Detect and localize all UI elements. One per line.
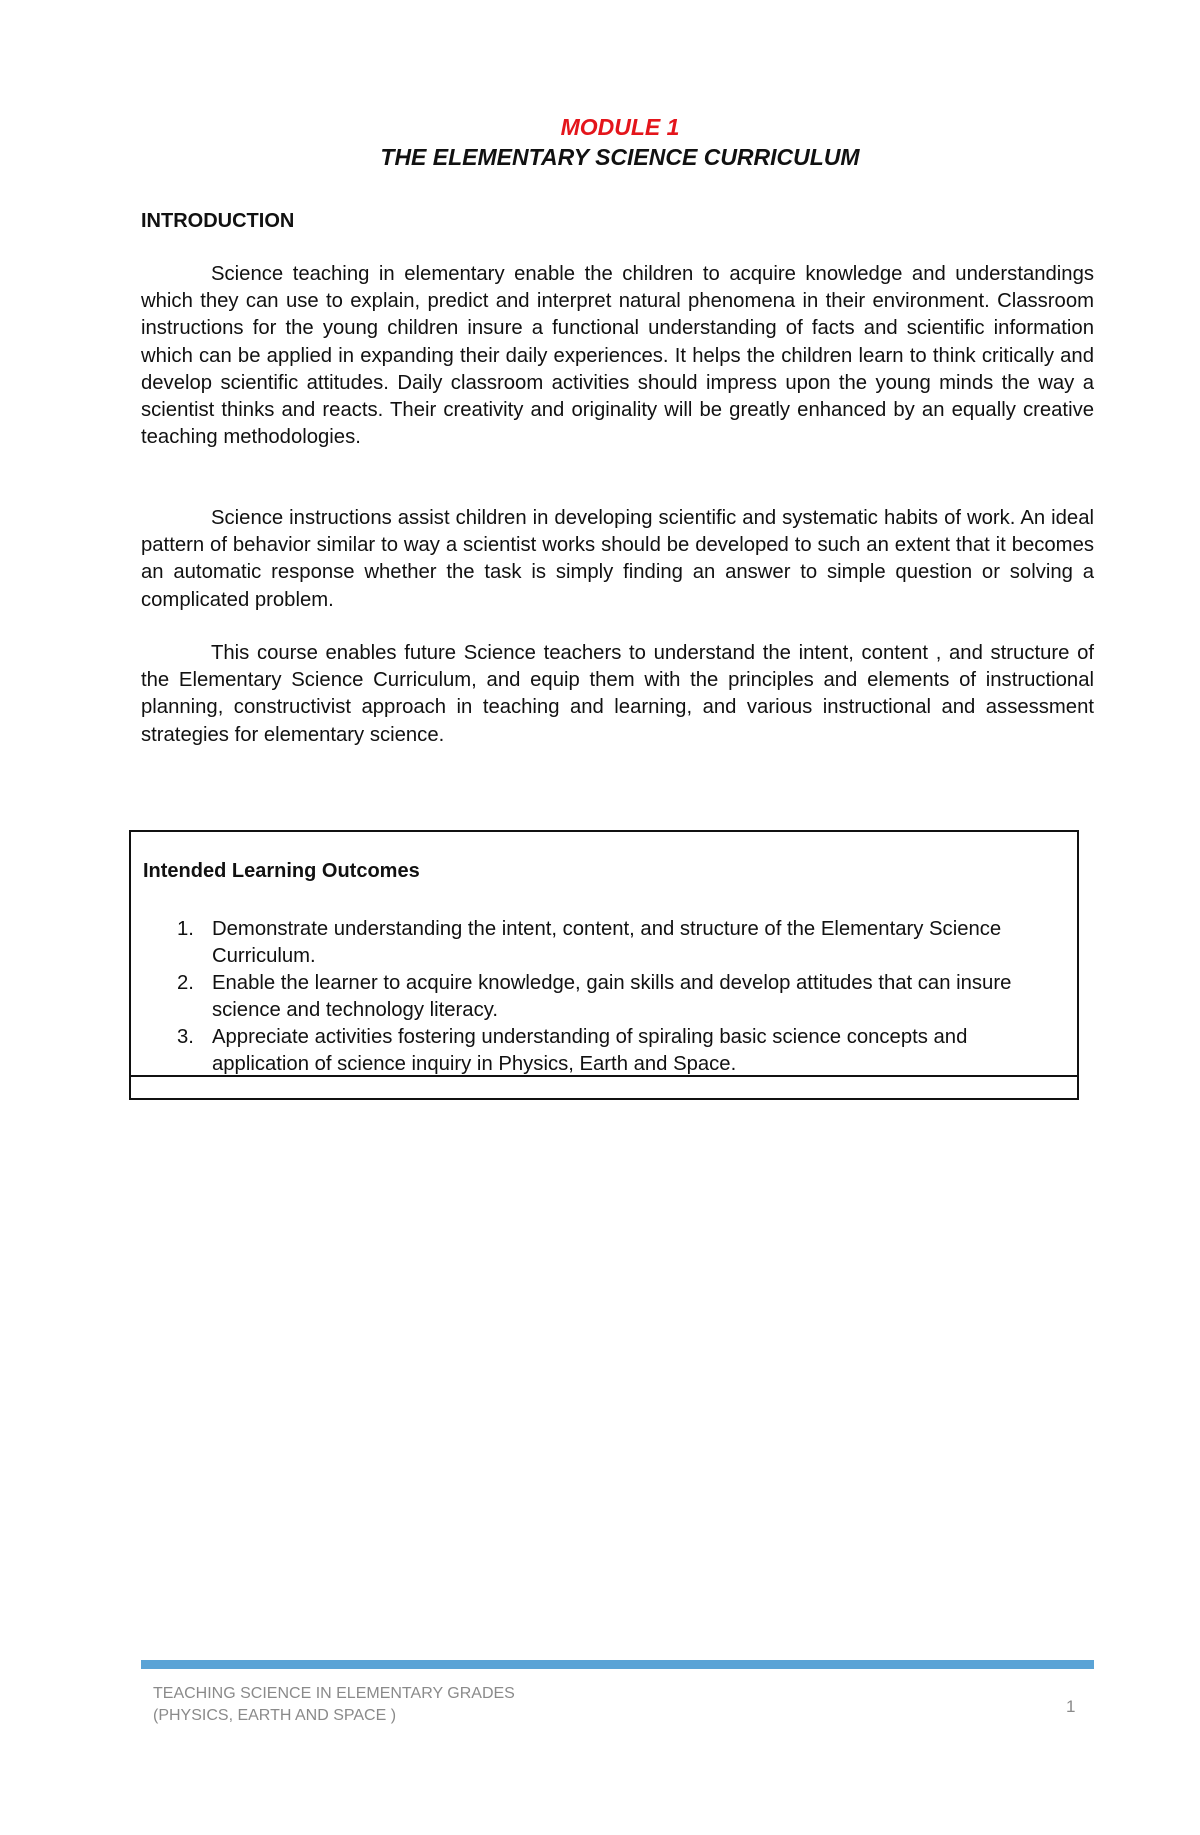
footer-course-title — [153, 1683, 515, 1727]
outcome-text: Demonstrate understanding the intent, content, and structure of the Elementary Science Curriculum. — [212, 918, 1002, 967]
outcome-text: Appreciate activities fostering understanding of spiraling basic science concepts and application of science inquiry in Physics, Earth and Space. — [212, 1026, 968, 1075]
page-number: 1 — [1066, 1697, 1076, 1716]
learning-outcomes-heading: Intended Learning Outcomes — [143, 860, 420, 882]
learning-outcome-item — [143, 1024, 1063, 1078]
title-block — [141, 112, 1099, 172]
learning-outcomes-list — [143, 916, 1063, 1078]
learning-outcomes-box — [129, 830, 1079, 1100]
footer-line-1: TEACHING SCIENCE IN ELEMENTARY GRADES — [153, 1685, 515, 1702]
introduction-paragraph-1: Science teaching in elementary enable the children to acquire knowledge and understandings which they can use to explain, predict and interpret natural phenomena in their environment. Classroom instructions for the young children insure a functional understanding of facts and scientific information which can be applied in expanding their daily experiences. It helps the children learn to think critically and develop scientific attitudes. Daily classroom activities should impress upon the young minds the way a scientist thinks and reacts. Their creativity and originality will be greatly enhanced by an equally creative teaching methodologies. — [141, 263, 1094, 449]
learning-outcome-item — [143, 916, 1063, 970]
outcome-number: 1. — [177, 918, 194, 940]
module-number: MODULE 1 — [560, 114, 680, 140]
outcome-number: 3. — [177, 1026, 194, 1048]
outcome-text: Enable the learner to acquire knowledge, gain skills and develop attitudes that can insure science and technology literacy. — [212, 972, 1012, 1021]
table-row-divider — [131, 1075, 1077, 1077]
footer-accent-bar — [141, 1660, 1094, 1669]
footer-line-2: (PHYSICS, EARTH AND SPACE ) — [153, 1707, 397, 1724]
introduction-paragraph-2: Science instructions assist children in developing scientific and systematic habits of work. An ideal pattern of behavior similar to way a scientist works should be developed to such an extent that it becomes an automatic response whether the task is simply finding an answer to simple question or solving a complicated problem. — [141, 507, 1094, 611]
learning-outcome-item — [143, 970, 1063, 1024]
module-title: THE ELEMENTARY SCIENCE CURRICULUM — [380, 144, 860, 170]
introduction-paragraph-3: This course enables future Science teachers to understand the intent, content , and structure of the Elementary Science Curriculum, and equip them with the principles and elements of instructional planning, constructivist approach in teaching and learning, and various instructional and assessment strategies for elementary science. — [141, 642, 1094, 746]
introduction-heading: INTRODUCTION — [141, 210, 295, 232]
outcome-number: 2. — [177, 972, 194, 994]
